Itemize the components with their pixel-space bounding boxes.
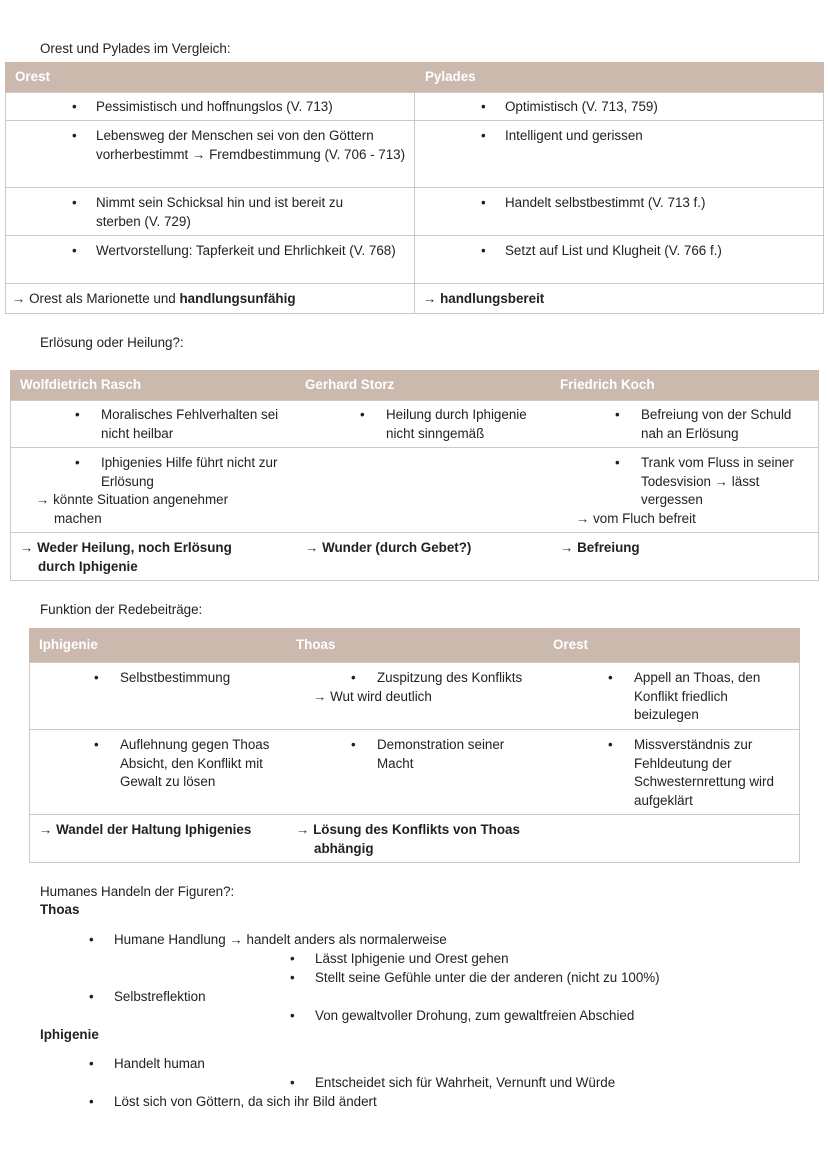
table-orest-pylades (5, 62, 824, 314)
summary-koch: → Befreiung (560, 540, 640, 555)
summary-iphigenie: → Wandel der Haltung Iphigenies (39, 822, 252, 837)
table-cell-pylades-3: Handelt selbstbestimmt (V. 713 f.) (505, 195, 706, 210)
bullet-icon: • (615, 407, 620, 422)
bullet-icon: • (72, 128, 77, 143)
thoas-point-1-arrow: → Wut wird deutlich (313, 689, 432, 704)
bullet-icon: • (608, 670, 613, 685)
bullet-icon: • (89, 1094, 94, 1109)
bullet-icon: • (75, 455, 80, 470)
thoas-item-4: Selbstreflektion (114, 989, 206, 1004)
rasch-point-2-arrow (36, 491, 276, 528)
bullet-icon: • (290, 1008, 295, 1023)
bullet-icon: • (72, 243, 77, 258)
bullet-icon: • (351, 670, 356, 685)
column-header-rasch: Wolfdietrich Rasch (20, 377, 142, 392)
section-heading-funktion: Funktion der Redebeiträge: (40, 602, 203, 617)
koch-point-2: Trank vom Fluss in seiner Todesvision → lässt vergessen (641, 455, 794, 507)
table-cell-orest-4: Wertvorstellung: Tapferkeit und Ehrlichkeit (V. 768) (96, 243, 396, 258)
column-header-storz: Gerhard Storz (305, 377, 395, 392)
column-header-orest: Orest (553, 637, 588, 652)
bullet-icon: • (481, 195, 486, 210)
column-header-orest: Orest (15, 69, 50, 84)
subheading-iphigenie: Iphigenie (40, 1027, 99, 1042)
bullet-icon: • (608, 737, 613, 752)
thoas-item-3: Stellt seine Gefühle unter die der anderen (nicht zu 100%) (315, 970, 660, 985)
bullet-icon: • (89, 932, 94, 947)
subheading-thoas: Thoas (40, 902, 80, 917)
iphigenie-point-2: Auflehnung gegen Thoas Absicht, den Konflikt mit Gewalt zu lösen (120, 737, 270, 789)
section-heading-humanes-handeln: Humanes Handeln der Figuren?: (40, 884, 235, 899)
table-cell-orest-1: Pessimistisch und hoffnungslos (V. 713) (96, 99, 333, 114)
table-cell-pylades-4: Setzt auf List und Klugheit (V. 766 f.) (505, 243, 722, 258)
bullet-icon: • (481, 243, 486, 258)
column-header-pylades: Pylades (425, 69, 476, 84)
bullet-icon: • (89, 989, 94, 1004)
thoas-point-1: Zuspitzung des Konflikts (377, 670, 523, 685)
table-erloesung (10, 370, 819, 581)
summary-orest-bold: handlungsunfähig (179, 291, 296, 306)
summary-pylades: → handlungsbereit (423, 291, 545, 306)
koch-point-1: Befreiung von der Schuld nah an Erlösung (641, 407, 792, 441)
section-heading-erloesung: Erlösung oder Heilung?: (40, 335, 184, 350)
thoas-point-2: Demonstration seiner Macht (377, 737, 505, 771)
bullet-icon: • (351, 737, 356, 752)
bullet-icon: • (290, 951, 295, 966)
bullet-icon: • (72, 99, 77, 114)
table-cell-orest-2: Lebensweg der Menschen sei von den Göttern vorherbestimmt → Fremdbestimmung (V. 706 - 713) (96, 128, 406, 162)
bullet-icon: • (75, 407, 80, 422)
column-header-koch: Friedrich Koch (560, 377, 655, 392)
table-redebeitraege (29, 628, 800, 863)
section-heading-orest-pylades: Orest und Pylades im Vergleich: (40, 41, 231, 56)
iphigenie-item-2: Entscheidet sich für Wahrheit, Vernunft und Würde (315, 1075, 616, 1090)
rasch-point-2: Iphigenies Hilfe führt nicht zur Erlösung (101, 455, 278, 489)
bullet-icon: • (481, 128, 486, 143)
thoas-item-2: Lässt Iphigenie und Orest gehen (315, 951, 509, 966)
table-cell-pylades-2: Intelligent und gerissen (505, 128, 643, 143)
bullet-icon: • (481, 99, 486, 114)
thoas-item-1: Humane Handlung → handelt anders als normalerweise (114, 932, 447, 947)
storz-point-1: Heilung durch Iphigenie nicht sinngemäß (386, 407, 527, 441)
bullet-icon: • (290, 1075, 295, 1090)
orest-point-2: Missverständnis zur Fehldeutung der Schwesternrettung wird aufgeklärt (634, 737, 774, 808)
orest-point-1: Appell an Thoas, den Konflikt friedlich beizulegen (634, 670, 761, 722)
summary-thoas: → Lösung des Konflikts von Thoas abhängig (296, 822, 520, 856)
bullet-icon: • (94, 670, 99, 685)
rasch-point-1: Moralisches Fehlverhalten sei nicht heilbar (101, 407, 279, 441)
bullet-icon: • (615, 455, 620, 470)
bullet-icon: • (94, 737, 99, 752)
summary-orest (12, 290, 296, 309)
summary-rasch: → Weder Heilung, noch Erlösung durch Iphigenie (20, 540, 232, 574)
bullet-icon: • (290, 970, 295, 985)
summary-storz: → Wunder (durch Gebet?) (305, 540, 472, 555)
iphigenie-item-3: Löst sich von Göttern, da sich ihr Bild ändert (114, 1094, 377, 1109)
column-header-iphigenie: Iphigenie (39, 637, 98, 652)
bullet-icon: • (72, 195, 77, 210)
rasch-arrow-text: → könnte Situation angenehmer machen (36, 492, 229, 526)
iphigenie-point-1: Selbstbestimmung (120, 670, 231, 685)
iphigenie-item-1: Handelt human (114, 1056, 205, 1071)
bullet-icon: • (360, 407, 365, 422)
koch-point-2-arrow: → vom Fluch befreit (576, 511, 696, 526)
table-cell-pylades-1: Optimistisch (V. 713, 759) (505, 99, 658, 114)
table-cell-orest-3: Nimmt sein Schicksal hin und ist bereit zu sterben (V. 729) (96, 195, 344, 229)
summary-orest-text: → Orest als Marionette und (12, 291, 180, 306)
column-header-thoas: Thoas (296, 637, 336, 652)
bullet-icon: • (89, 1056, 94, 1071)
thoas-item-5: Von gewaltvoller Drohung, zum gewaltfreien Abschied (315, 1008, 635, 1023)
